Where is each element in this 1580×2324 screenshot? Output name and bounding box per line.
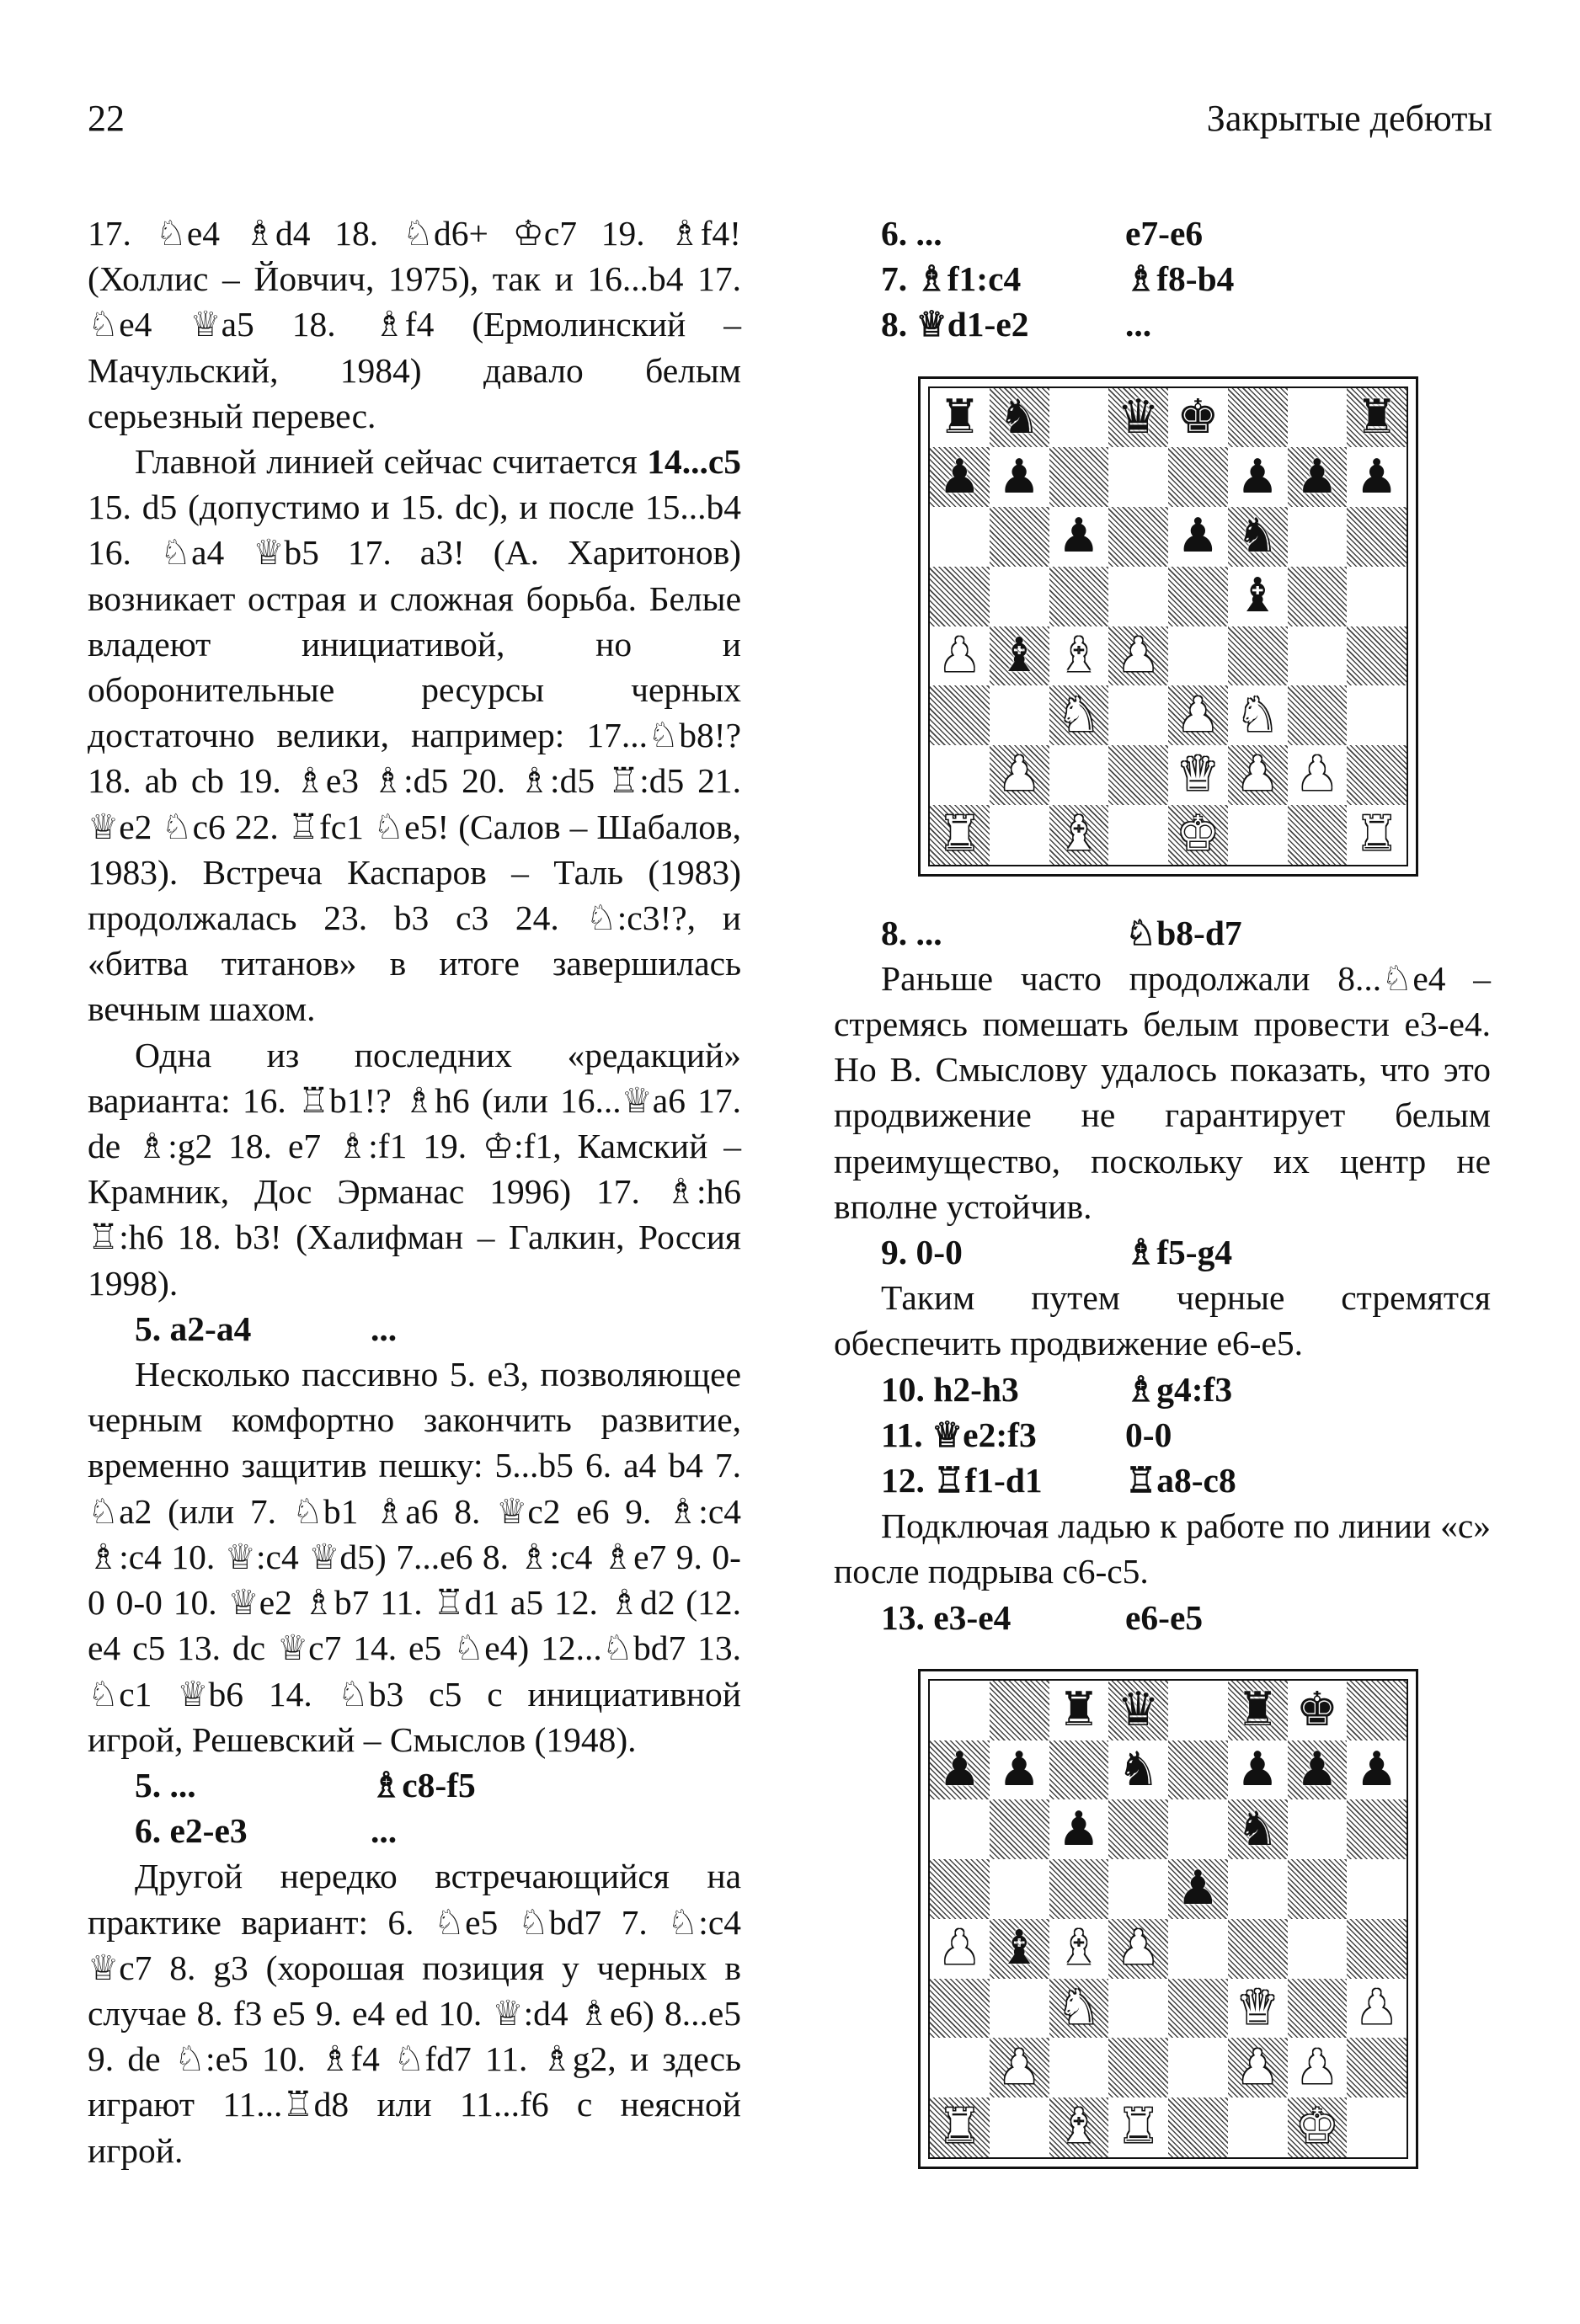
chess-diagram-2 [918, 1669, 1418, 2169]
board-square [1228, 447, 1288, 507]
board-square [1347, 2097, 1407, 2157]
black-rook-icon: ♜ [1057, 1682, 1100, 1738]
board-square [1168, 1859, 1228, 1919]
white-knight-icon: ♞ [1057, 687, 1100, 743]
board-square [1347, 1919, 1407, 1979]
paragraph: Несколько пассивно 5. e3, позволяющее черным комфортно закончить развитие, временно защитив пешку: 5...b5 6. a4 b4 7. ♘a2 (или 7. ♘b1 ♗a6 8. ♕c2 e6 9. ♗:c4 ♗:c4 10. ♕:c4 ♕d5) 7...e6 8. ♗:c4 ♗e7 9. 0-0 0-0 10. ♕e2 ♗b7 11. ♖d1 a5 12. ♗d2 (12. e4 c5 13. dc ♕c7 14. e5 ♘e4) 12...♘bd7 13. ♘c1 ♕b6 14. ♘b3 c5 с инициативной игрой, Решевский – Смыслов (1948). [88, 1355, 741, 1759]
board-square [1228, 626, 1288, 686]
paragraph: 17. ♘e4 ♗d4 18. ♘d6+ ♔c7 19. ♗f4! (Холлис – Йовчич, 1975), так и 16...b4 17. ♘e4 ♕a5 18. ♗f4 (Ермолинский – Мачульский, 1984) давало белым серьезный перевес. [88, 214, 741, 435]
board-square [1108, 1799, 1168, 1859]
board-square [990, 626, 1049, 686]
black-pawn-icon: ♟ [1236, 1741, 1279, 1797]
white-pawn-icon: ♟ [998, 747, 1041, 802]
board-square [930, 1799, 990, 1859]
board-square [1228, 1859, 1288, 1919]
white-knight-icon: ♞ [1236, 687, 1279, 743]
board-square [1288, 745, 1348, 805]
white-king-icon: ♚ [1177, 807, 1220, 862]
black-queen-icon: ♛ [1117, 389, 1160, 445]
board-square [1288, 2097, 1348, 2157]
board-square [1228, 1740, 1288, 1800]
board-square [1288, 1681, 1348, 1740]
board-square [1108, 805, 1168, 865]
board-square [990, 388, 1049, 448]
board-square [1108, 567, 1168, 626]
board-square [930, 685, 990, 745]
board-square [930, 2097, 990, 2157]
black-pawn-icon: ♟ [1236, 449, 1279, 504]
black-knight-icon: ♞ [1236, 1801, 1279, 1857]
white-queen-icon: ♛ [1236, 1980, 1279, 2035]
board-square [990, 1979, 1049, 2039]
board-square [930, 388, 990, 448]
move-line: 10. h2-h3 ♗g4:f3 [881, 1369, 1233, 1409]
board-square [1049, 1681, 1109, 1740]
white-pawn-icon: ♟ [1295, 747, 1338, 802]
board-square [1168, 745, 1228, 805]
board-square [1168, 2097, 1228, 2157]
chessboard [928, 386, 1408, 866]
black-pawn-icon: ♟ [1355, 449, 1398, 504]
board-square [1168, 1799, 1228, 1859]
move-line: 13. e3-e4 e6-e5 [881, 1597, 1204, 1637]
board-square [1347, 2038, 1407, 2097]
white-pawn-icon: ♟ [1117, 1921, 1160, 1976]
black-bishop-icon: ♝ [998, 1921, 1041, 1976]
board-square [1288, 447, 1348, 507]
board-square [1288, 567, 1348, 626]
board-square [990, 1859, 1049, 1919]
board-square [990, 1799, 1049, 1859]
board-square [1168, 626, 1228, 686]
board-square [930, 745, 990, 805]
black-knight-icon: ♞ [998, 389, 1041, 445]
left-column [88, 211, 741, 2173]
paragraph: Подключая ладью к работе по линии «с» после подрыва c6-c5. [834, 1506, 1491, 1591]
move-highlight: 14...c5 [647, 442, 741, 482]
move-line: 5. a2-a4 ... [135, 1309, 398, 1348]
board-square [1288, 1799, 1348, 1859]
board-square [1049, 685, 1109, 745]
white-bishop-icon: ♝ [1057, 1921, 1100, 1976]
board-square [1228, 805, 1288, 865]
white-rook-icon: ♜ [1355, 807, 1398, 862]
black-pawn-icon: ♟ [1177, 1861, 1220, 1916]
move-line: 8. ... ♘b8-d7 [881, 913, 1242, 952]
board-square [990, 2038, 1049, 2097]
board-square [1288, 1919, 1348, 1979]
black-knight-icon: ♞ [1117, 1741, 1160, 1797]
board-square [1168, 507, 1228, 567]
board-square [1108, 1919, 1168, 1979]
board-square [1288, 1740, 1348, 1800]
board-square [1228, 1919, 1288, 1979]
black-king-icon: ♚ [1295, 1682, 1338, 1738]
board-square [990, 805, 1049, 865]
board-square [1049, 507, 1109, 567]
white-pawn-icon: ♟ [1236, 2039, 1279, 2095]
board-square [1168, 2038, 1228, 2097]
board-square [1347, 1979, 1407, 2039]
black-queen-icon: ♛ [1117, 1682, 1160, 1738]
board-square [1108, 685, 1168, 745]
board-square [1347, 745, 1407, 805]
board-square [1228, 1799, 1288, 1859]
board-square [1347, 1681, 1407, 1740]
black-bishop-icon: ♝ [1236, 568, 1279, 624]
running-head: Закрытые дебюты [1206, 98, 1492, 139]
black-pawn-icon: ♟ [1295, 1741, 1338, 1797]
board-square [1228, 745, 1288, 805]
board-square [930, 1681, 990, 1740]
white-rook-icon: ♜ [938, 2099, 981, 2155]
white-pawn-icon: ♟ [1177, 687, 1220, 743]
board-square [1168, 447, 1228, 507]
paragraph: Одна из последних «редакций» варианта: 16. ♖b1!? ♗h6 (или 16...♕a6 17. de ♗:g2 18. e7 ♗:f1 19. ♔:f1, Камский – Крамник, Дос Эрманас 1996) 17. ♗:h6 ♖:h6 18. b3! (Халифман – Галкин, Россия 1998). [88, 1035, 741, 1303]
board-square [1347, 1740, 1407, 1800]
board-square [1347, 388, 1407, 448]
board-square [1347, 1799, 1407, 1859]
white-queen-icon: ♛ [1177, 747, 1220, 802]
page-number: 22 [88, 98, 125, 139]
black-pawn-icon: ♟ [998, 449, 1041, 504]
board-square [1347, 567, 1407, 626]
board-square [930, 2038, 990, 2097]
chessboard [928, 1679, 1408, 2159]
black-rook-icon: ♜ [1355, 389, 1398, 445]
white-pawn-icon: ♟ [938, 1921, 981, 1976]
paragraph: Другой нередко встречающийся на практике вариант: 6. ♘e5 ♘bd7 7. ♘:c4 ♕c7 8. g3 (хорошая позиция у черных в случае 8. f3 e5 9. e4 ed 10. ♕:d4 ♗e6) 8...e5 9. de ♘:e5 10. ♗f4 ♘fd7 11. ♗g2, и здесь играют 11...♖d8 или 11...f6 с неясной игрой. [88, 1857, 741, 2170]
board-square [930, 447, 990, 507]
board-square [1049, 567, 1109, 626]
move-line: 6. e2-e3 ... [135, 1811, 398, 1851]
white-knight-icon: ♞ [1057, 1980, 1100, 2035]
black-pawn-icon: ♟ [1355, 1741, 1398, 1797]
board-square [1049, 1799, 1109, 1859]
black-pawn-icon: ♟ [998, 1741, 1041, 1797]
board-square [1049, 2038, 1109, 2097]
board-square [1228, 685, 1288, 745]
move-line: 6. ... e7-e6 [881, 214, 1204, 253]
board-square [1347, 507, 1407, 567]
board-square [930, 1919, 990, 1979]
board-square [1168, 685, 1228, 745]
board-square [1168, 388, 1228, 448]
chess-diagram-1 [918, 376, 1418, 877]
white-pawn-icon: ♟ [1355, 1980, 1398, 2035]
move-line: 9. 0-0 ♗f5-g4 [881, 1233, 1233, 1272]
board-square [990, 447, 1049, 507]
board-square [1049, 1859, 1109, 1919]
board-square [1288, 388, 1348, 448]
board-square [1049, 626, 1109, 686]
paragraph-main-line: Главной линией сейчас считается 14...c5 15. d5 (допустимо и 15. dc), и после 15...b4 16. ♘a4 ♕b5 17. a3! (А. Харитонов) возникает острая и сложная борьба. Белые владеют инициативой, но и оборонительные ресурсы черных достаточно велики, например: 17...♘b8!? 18. ab cb 19. ♗e3 ♗:d5 20. ♗:d5 ♖:d5 21. ♕e2 ♘c6 22. ♖fc1 ♘e5! (Салов – Шабалов, 1983). Встреча Каспаров – Таль (1983) продолжалась 23. b3 c3 24. ♘:c3!?, и «битва титанов» в итоге завершилась вечным шахом. [88, 442, 741, 1029]
white-rook-icon: ♜ [938, 807, 981, 862]
black-bishop-icon: ♝ [998, 627, 1041, 683]
move-line: 5. ... ♗c8-f5 [135, 1765, 476, 1804]
black-pawn-icon: ♟ [938, 449, 981, 504]
board-square [930, 1859, 990, 1919]
paragraph: Таким путем черные стремятся обеспечить продвижение e6-e5. [834, 1278, 1491, 1363]
white-bishop-icon: ♝ [1057, 807, 1100, 862]
board-square [930, 567, 990, 626]
board-square [1168, 1740, 1228, 1800]
black-pawn-icon: ♟ [938, 1741, 981, 1797]
white-pawn-icon: ♟ [1236, 747, 1279, 802]
board-square [1108, 1681, 1168, 1740]
white-bishop-icon: ♝ [1057, 627, 1100, 683]
board-square [1288, 507, 1348, 567]
board-square [1049, 1979, 1109, 2039]
move-line: 12. ♖f1-d1 ♖a8-c8 [881, 1461, 1236, 1500]
move-line: 7. ♗f1:c4 ♗f8-b4 [881, 259, 1235, 299]
board-square [1168, 1919, 1228, 1979]
move-line: 8. ♕d1-e2 ... [881, 305, 1152, 344]
board-square [990, 507, 1049, 567]
board-square [1108, 1740, 1168, 1800]
board-square [930, 507, 990, 567]
board-square [1228, 2097, 1288, 2157]
white-pawn-icon: ♟ [938, 627, 981, 683]
board-square [1168, 1979, 1228, 2039]
board-square [1049, 1919, 1109, 1979]
board-square [1228, 2038, 1288, 2097]
board-square [990, 745, 1049, 805]
board-square [930, 626, 990, 686]
black-pawn-icon: ♟ [1057, 509, 1100, 564]
board-square [1049, 447, 1109, 507]
black-knight-icon: ♞ [1236, 509, 1279, 564]
black-pawn-icon: ♟ [1057, 1801, 1100, 1857]
board-square [1108, 626, 1168, 686]
board-square [990, 567, 1049, 626]
board-square [990, 685, 1049, 745]
white-bishop-icon: ♝ [1057, 2099, 1100, 2155]
board-square [1168, 1681, 1228, 1740]
board-square [930, 1740, 990, 1800]
board-square [1228, 388, 1288, 448]
board-square [1108, 388, 1168, 448]
board-square [1049, 2097, 1109, 2157]
board-square [990, 2097, 1049, 2157]
board-square [1108, 1859, 1168, 1919]
board-square [990, 1681, 1049, 1740]
board-square [1288, 805, 1348, 865]
black-pawn-icon: ♟ [1177, 509, 1220, 564]
board-square [1108, 447, 1168, 507]
board-square [1228, 1979, 1288, 2039]
board-square [1168, 567, 1228, 626]
paragraph: Раньше часто продолжали 8...♘e4 – стремясь помешать белым провести e3-e4. Но В. Смыслову удалось показать, что это продвижение не гарантирует белым преимущество, поскольку их центр не вполне устойчив. [834, 958, 1491, 1226]
board-square [1108, 507, 1168, 567]
white-king-icon: ♚ [1295, 2099, 1338, 2155]
black-pawn-icon: ♟ [1295, 449, 1338, 504]
board-square [1049, 745, 1109, 805]
board-square [990, 1740, 1049, 1800]
white-pawn-icon: ♟ [998, 2039, 1041, 2095]
right-column [834, 211, 1491, 2203]
board-square [1347, 805, 1407, 865]
board-square [1288, 1979, 1348, 2039]
board-square [1228, 567, 1288, 626]
board-square [1108, 2038, 1168, 2097]
white-pawn-icon: ♟ [1117, 627, 1160, 683]
board-square [930, 805, 990, 865]
board-square [1347, 626, 1407, 686]
board-square [930, 1979, 990, 2039]
black-rook-icon: ♜ [1236, 1682, 1279, 1738]
board-square [1049, 805, 1109, 865]
board-square [1288, 626, 1348, 686]
board-square [1228, 1681, 1288, 1740]
board-square [1228, 507, 1288, 567]
board-square [1049, 388, 1109, 448]
board-square [1347, 685, 1407, 745]
black-king-icon: ♚ [1177, 389, 1220, 445]
black-rook-icon: ♜ [938, 389, 981, 445]
board-square [1288, 685, 1348, 745]
board-square [1347, 447, 1407, 507]
board-square [1347, 1859, 1407, 1919]
board-square [990, 1919, 1049, 1979]
board-square [1108, 1979, 1168, 2039]
white-pawn-icon: ♟ [1295, 2039, 1338, 2095]
board-square [1049, 1740, 1109, 1800]
white-rook-icon: ♜ [1117, 2099, 1160, 2155]
board-square [1168, 805, 1228, 865]
board-square [1288, 1859, 1348, 1919]
board-square [1288, 2038, 1348, 2097]
move-line: 11. ♕e2:f3 0-0 [881, 1415, 1172, 1454]
board-square [1108, 745, 1168, 805]
board-square [1108, 2097, 1168, 2157]
